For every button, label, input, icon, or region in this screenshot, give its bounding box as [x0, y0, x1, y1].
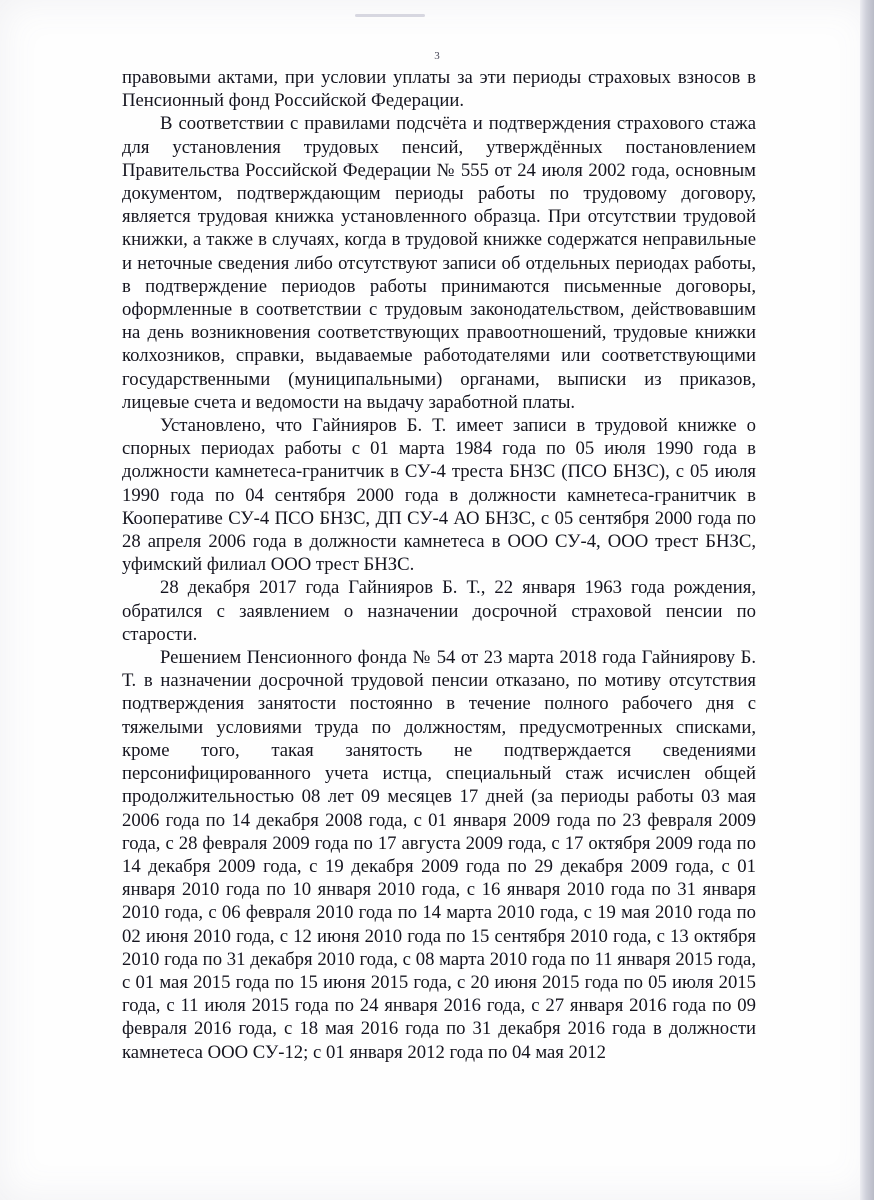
- paragraph: В соответствии с правилами подсчёта и подтверждения страхового стажа для установления трудовых пенсий, утверждённых постановлением Правительства Российской Федерации № 555 от 24 июля 2002 года, основным документом, подтверждающим периоды работы по трудовому договору, является трудовая книжка установленного образца. При отсутствии трудовой книжки, а также в случаях, когда в трудовой книжке содержатся неправильные и неточные сведения либо отсутствуют записи об отдельных периодах работы, в подтверждение периодов работы принимаются письменные договоры, оформленные в соответствии с трудовым законодательством, действовавшим на день возникновения соответствующих правоотношений, трудовые книжки колхозников, справки, выдаваемые работодателями или соответствующими государственными (муниципальными) органами, выписки из приказов, лицевые счета и ведомости на выдачу заработной платы.: [122, 113, 756, 413]
- scan-smudge: [355, 14, 425, 17]
- page-edge-shadow: [860, 0, 874, 1200]
- paragraph: Решением Пенсионного фонда № 54 от 23 марта 2018 года Гайниярову Б. Т. в назначении досрочной трудовой пенсии отказано, по мотиву отсутствия подтверждения занятости постоянно в течение полного рабочего дня с тяжелыми условиями труда по должностям, предусмотренных списками, кроме того, такая занятость не подтверждается сведениями персонифицированного учета истца, специальный стаж исчислен общей продолжительностью 08 лет 09 месяцев 17 дней (за периоды работы 03 мая 2006 года по 14 декабря 2008 года, с 01 января 2009 года по 23 февраля 2009 года, с 28 февраля 2009 года по 17 августа 2009 года, с 17 октября 2009 года по 14 декабря 2009 года, с 19 декабря 2009 года по 29 декабря 2009 года, с 01 января 2010 года по 10 января 2010 года, с 16 января 2010 года по 31 января 2010 года, с 06 февраля 2010 года по 14 марта 2010 года, с 19 мая 2010 года по 02 июня 2010 года, с 12 июня 2010 года по 15 сентября 2010 года, с 13 октября 2010 года по 31 декабря 2010 года, с 08 марта 2010 года по 11 января 2015 года, с 01 мая 2015 года по 15 июня 2015 года, с 20 июня 2015 года по 05 июля 2015 года, с 11 июля 2015 года по 24 января 2016 года, с 27 января 2016 года по 09 февраля 2016 года, с 18 мая 2016 года по 31 декабря 2016 года в должности камнетеса ООО СУ-12; с 01 января 2012 года по 04 мая 2012: [122, 647, 756, 1063]
- paragraph: правовыми актами, при условии уплаты за эти периоды страховых взносов в Пенсионный фонд Российской Федерации.: [122, 67, 756, 112]
- document-body: [122, 66, 756, 1064]
- paragraph: 28 декабря 2017 года Гайнияров Б. Т., 22 января 1963 года рождения, обратился с заявлением о назначении досрочной страховой пенсии по старости.: [122, 577, 756, 645]
- paragraph: Установлено, что Гайнияров Б. Т. имеет записи в трудовой книжке о спорных периодах работы с 01 марта 1984 года по 05 июля 1990 года в должности камнетеса-гранитчик в СУ-4 треста БНЗС (ПСО БНЗС), с 05 июля 1990 года по 04 сентября 2000 года в должности камнетеса-гранитчик в Кооперативе СУ-4 ПСО БНЗС, ДП СУ-4 АО БНЗС, с 05 сентября 2000 года по 28 апреля 2006 года в должности камнетеса в ООО СУ-4, ООО трест БНЗС, уфимский филиал ООО трест БНЗС.: [122, 415, 756, 576]
- page-number: 3: [434, 50, 440, 62]
